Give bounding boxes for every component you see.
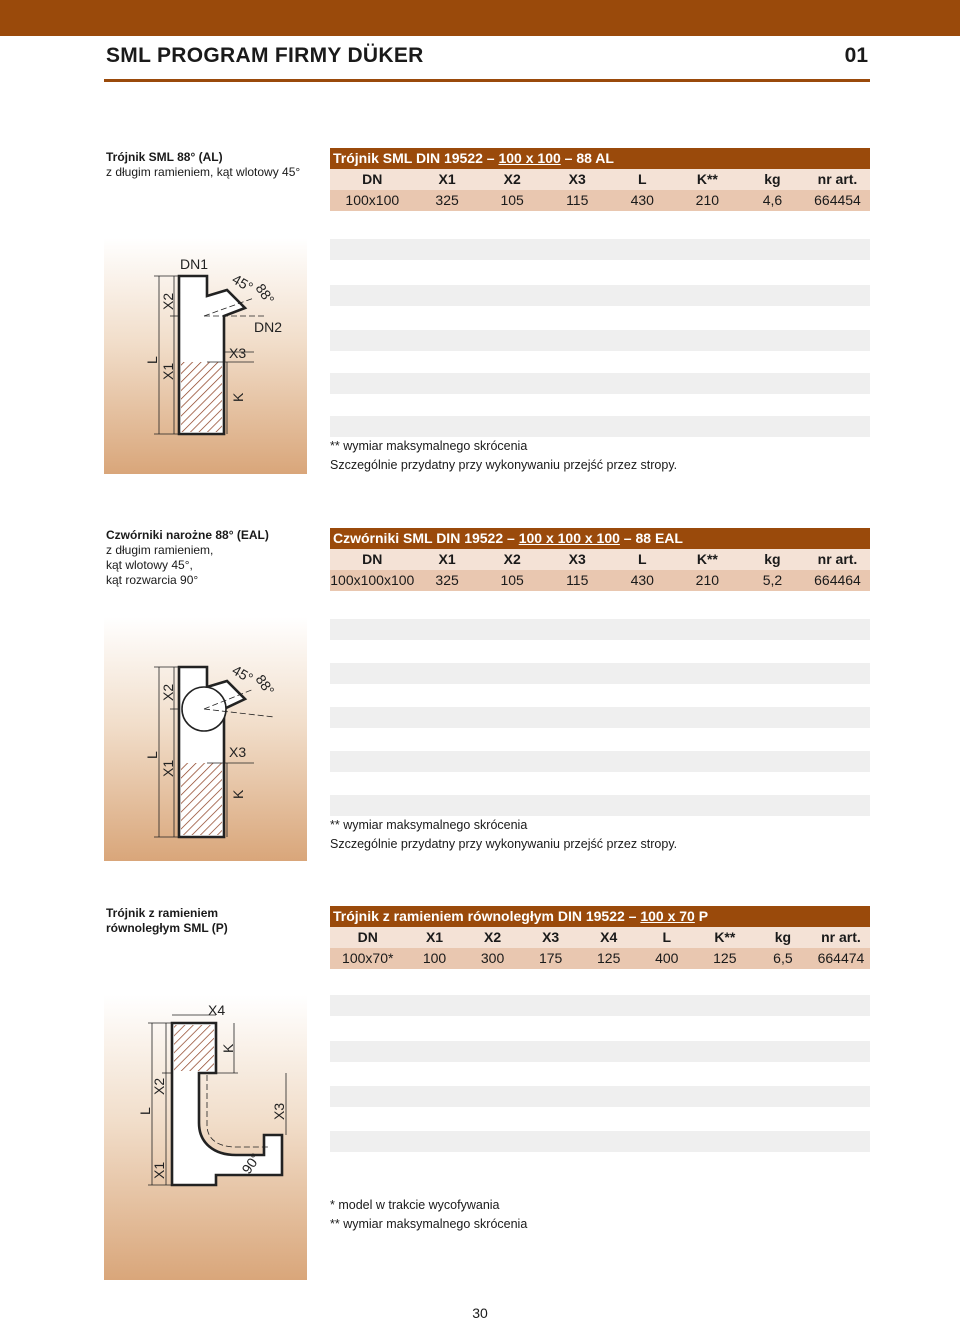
label-dn1: DN1 — [180, 256, 209, 272]
empty-row-stripe — [330, 663, 870, 684]
page-title: SML PROGRAM FIRMY DÜKER — [106, 44, 424, 67]
cut-zone-hatch — [181, 763, 222, 835]
section-3-label: Trójnik z ramieniem równoległym SML (P) — [106, 906, 228, 935]
section-2-drawing — [104, 617, 307, 861]
table-header-row: DN X1 X2 X3 L K** kg nr art. — [330, 549, 870, 570]
empty-row-stripe — [330, 373, 870, 394]
label-x3: X3 — [271, 1102, 287, 1120]
page-number: 30 — [472, 1305, 488, 1321]
table-row: 100x100x100 325 105 115 430 210 5,2 664464 — [330, 570, 870, 591]
label-k: K — [230, 789, 246, 799]
empty-row-stripe — [330, 1041, 870, 1062]
label-angle-88: 88° — [252, 671, 278, 699]
label-angle-45: 45° — [229, 661, 256, 687]
label-x1: X1 — [160, 362, 176, 380]
empty-row-stripe — [330, 330, 870, 351]
table-title: Trójnik SML DIN 19522 – 100 x 100 – 88 AL — [330, 148, 870, 169]
empty-row-stripe — [330, 239, 870, 260]
cut-zone-hatch — [181, 362, 222, 432]
header-rule — [104, 79, 870, 82]
label-angle-45: 45° — [229, 270, 256, 296]
empty-row-stripe — [330, 707, 870, 728]
label-l: L — [144, 751, 160, 759]
section-3-notes: * model w trakcie wycofywania ** wymiar maksymalnego skrócenia — [330, 1198, 528, 1231]
section-2-label: Czwórniki narożne 88° (EAL) z długim ramieniem, kąt wlotowy 45°, kąt rozwarcia 90° — [106, 528, 269, 587]
section-2-notes: ** wymiar maksymalnego skrócenia Szczególnie przydatny przy wykonywaniu przejść przez stropy. — [330, 818, 678, 851]
chapter-number: 01 — [844, 44, 868, 67]
empty-row-stripe — [330, 995, 870, 1016]
table-header-row: DN X1 X2 X3 L K** kg nr art. — [330, 169, 870, 190]
section-2-table — [330, 528, 870, 591]
label-l: L — [137, 1107, 153, 1115]
label-dn2: DN2 — [254, 319, 283, 335]
label-x3: X3 — [229, 744, 247, 760]
top-color-bar — [0, 0, 960, 36]
table-header-row: DN X1 X2 X3 X4 L K** kg nr art. — [330, 927, 870, 948]
table-title: Trójnik z ramieniem równoległym DIN 19522 – 100 x 70 P — [330, 906, 870, 927]
table-row: 100x70* 100 300 175 125 400 125 6,5 664474 — [330, 948, 870, 969]
section-1-drawing — [104, 238, 307, 474]
label-x2: X2 — [151, 1077, 167, 1095]
empty-row-stripe — [330, 285, 870, 306]
section-1-label: Trójnik SML 88° (AL) z długim ramieniem, kąt wlotowy 45° — [106, 150, 301, 179]
table-title: Czwórniki SML DIN 19522 – 100 x 100 x 100 – 88 EAL — [330, 528, 870, 549]
label-x3: X3 — [229, 345, 247, 361]
empty-row-stripe — [330, 751, 870, 772]
label-x2: X2 — [160, 683, 176, 701]
empty-row-stripe — [330, 795, 870, 816]
label-x2: X2 — [160, 292, 176, 310]
section-3-drawing — [104, 995, 307, 1280]
section-1-notes: ** wymiar maksymalnego skrócenia Szczególnie przydatny przy wykonywaniu przejść przez stropy. — [330, 439, 678, 472]
table-row: 100x100 325 105 115 430 210 4,6 664454 — [330, 190, 870, 211]
empty-row-stripe — [330, 619, 870, 640]
empty-row-stripe — [330, 1131, 870, 1152]
label-k: K — [230, 392, 246, 402]
label-x1: X1 — [151, 1161, 167, 1179]
label-k: K — [220, 1043, 236, 1053]
section-1-table — [330, 148, 870, 211]
label-angle-90: 90° — [238, 1150, 264, 1177]
empty-row-stripe — [330, 1086, 870, 1107]
label-x4: X4 — [208, 1002, 226, 1018]
label-l: L — [144, 356, 160, 364]
cut-zone-hatch — [174, 1025, 214, 1071]
label-angle-88: 88° — [252, 280, 278, 308]
empty-row-stripe — [330, 416, 870, 437]
section-3-table — [330, 906, 870, 969]
label-x1: X1 — [160, 759, 176, 777]
